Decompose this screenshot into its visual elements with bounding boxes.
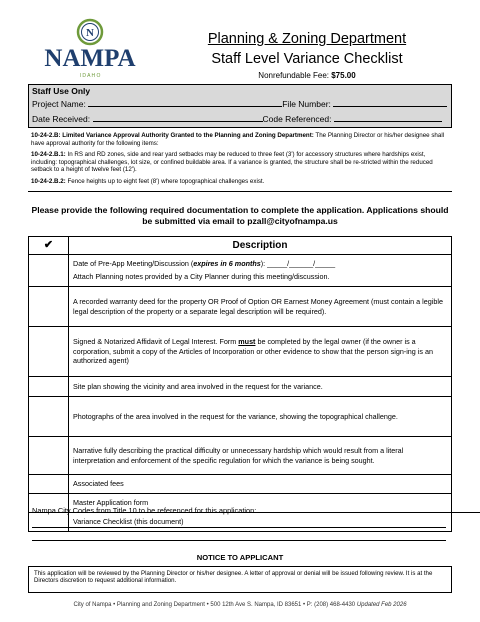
- logo-subtitle: I D A H O: [79, 73, 101, 79]
- notice-heading: NOTICE TO APPLICANT: [196, 553, 284, 562]
- city-codes-field-line-2[interactable]: [32, 527, 446, 528]
- check-column-header: ✔: [29, 237, 69, 255]
- staff-row-2: [32, 114, 442, 124]
- fee-value: $75.00: [331, 71, 356, 80]
- city-codes-field[interactable]: [258, 506, 480, 513]
- authority-para-1: [31, 132, 449, 147]
- title-block: [176, 30, 438, 80]
- authority-section: [28, 130, 452, 192]
- project-name-label: Project Name:: [32, 99, 86, 109]
- preapp-date-blanks[interactable]: ): _____/______/_____: [260, 259, 336, 269]
- preapp-text: Date of Pre-App Meeting/Discussion (: [73, 259, 194, 269]
- logo-wordmark: NAMPA: [44, 45, 136, 72]
- row-description: A recorded warranty deed for the property OR Proof of Option OR Earnest Money Agreement (must contain a legible legal description of the property or a separate legal description will be required).: [69, 287, 452, 327]
- row-checkbox[interactable]: [29, 287, 69, 327]
- row-description: Narrative fully describing the practical difficulty or unnecessary hardship which would result from a literal interpretation and enforcement of the specific regulation for which the variance is being sought.: [69, 437, 452, 475]
- date-received-label: Date Received:: [32, 114, 91, 124]
- row-description: Site plan showing the vicinity and area involved in the request for the variance.: [69, 377, 452, 397]
- logo-emblem-letter: N: [86, 27, 94, 39]
- table-row: [29, 287, 452, 327]
- authority-1-heading: 10-24-2.B: Limited Variance Approval Authority Granted to the Planning and Zoning Department:: [31, 132, 314, 139]
- row-checkbox[interactable]: [29, 377, 69, 397]
- description-column-header: Description: [69, 237, 452, 255]
- table-header-row: [29, 237, 452, 255]
- city-codes-line: [32, 506, 480, 515]
- authority-para-2: [31, 151, 449, 174]
- row-description: [69, 327, 452, 377]
- row-checkbox[interactable]: [29, 327, 69, 377]
- row-checkbox[interactable]: [29, 437, 69, 475]
- preapp-notes-line: Attach Planning notes provided by a City Planner during this meeting/discussion.: [73, 272, 330, 281]
- checklist-table: [28, 236, 452, 532]
- table-row: [29, 397, 452, 437]
- preapp-expiry: expires in 6 months: [193, 259, 261, 269]
- authority-3-text: Fence heights up to eight feet (8') where topographical challenges exist.: [65, 177, 265, 185]
- city-logo: [28, 18, 156, 80]
- city-codes-field-line-3[interactable]: [32, 540, 446, 541]
- row-description: Associated fees: [69, 475, 452, 494]
- staff-row-1: [32, 99, 447, 109]
- row-description: Photographs of the area involved in the request for the variance, showing the topographical challenge.: [69, 397, 452, 437]
- fee-label: Nonrefundable Fee:: [258, 71, 332, 80]
- authority-2-heading: 10-24-2.B.1:: [31, 151, 66, 159]
- fee-line: [176, 71, 438, 80]
- code-referenced-field[interactable]: [334, 114, 442, 122]
- file-number-field[interactable]: [333, 99, 447, 107]
- notice-text: This application will be reviewed by the Planning Director or his/her designee. A letter of approval or denial will be issued following review. It is at the Directors discretion to request additional information.: [28, 566, 452, 593]
- authority-2-text: In RS and RD zones, side and rear yard setbacks may be reduced to three feet (3') for accessory structures where hardships exist, including: topographical challenges, lot size, or confined buildable area. If a variance is granted, the structure shall be re-stricted within the reduced setback to a height of twelve feet (12').: [31, 151, 433, 174]
- project-name-field[interactable]: [88, 99, 282, 107]
- authority-1-text: The Planning Director or his/her designee shall have approval authority for the following items:: [31, 132, 445, 147]
- footer-contact: City of Nampa • Planning and Zoning Department • 500 12th Ave S. Nampa, ID 83651 • P: (208) 468-4430: [73, 602, 356, 608]
- table-row: [29, 377, 452, 397]
- row-description: [69, 255, 452, 287]
- table-row: [29, 475, 452, 494]
- footer-updated: Updated Feb 2026: [356, 602, 407, 608]
- row-checkbox[interactable]: [29, 397, 69, 437]
- affidavit-must: must: [238, 337, 256, 347]
- preapp-date-line: [73, 259, 447, 269]
- row-checkbox[interactable]: [29, 255, 69, 287]
- table-row: [29, 255, 452, 287]
- table-row: [29, 513, 452, 532]
- staff-use-box: [28, 84, 452, 128]
- date-received-field[interactable]: [93, 114, 263, 122]
- department-name: Planning & Zoning Department: [207, 31, 407, 47]
- nampa-logo-graphic: [28, 18, 156, 80]
- affidavit-text-a: Signed & Notarized Affidavit of Legal Interest. Form: [73, 337, 239, 347]
- code-referenced-label: Code Referenced:: [262, 114, 332, 124]
- row-checkbox[interactable]: [29, 475, 69, 494]
- table-row: [29, 437, 452, 475]
- table-row: [29, 327, 452, 377]
- instructions-line-1: Please provide the following required documentation to complete the application. Applications should: [31, 205, 449, 215]
- submission-instructions: [28, 205, 452, 227]
- authority-3-heading: 10-24-2.B.2:: [31, 177, 66, 185]
- row-checkbox[interactable]: [29, 513, 69, 532]
- affidavit-text-c: be completed by the legal owner (if the owner is a corporation, submit a copy of the Articles of Incorporation or other evidence to show that the person sign-ing is an authorized agent): [73, 337, 433, 366]
- row-description: Variance Checklist (this document): [69, 513, 452, 532]
- file-number-label: File Number:: [282, 99, 331, 109]
- city-codes-label: Nampa City Codes from Title 10 to be referenced for this application:: [32, 506, 257, 515]
- row-description: Master Application form: [69, 494, 452, 513]
- staff-use-heading: Staff Use Only: [32, 86, 91, 96]
- instructions-line-2: be submitted via email to pzall@cityofnampa.us: [142, 216, 338, 226]
- page-footer: [0, 602, 480, 608]
- authority-para-3: [31, 178, 449, 186]
- page-title: Staff Level Variance Checklist: [211, 51, 403, 67]
